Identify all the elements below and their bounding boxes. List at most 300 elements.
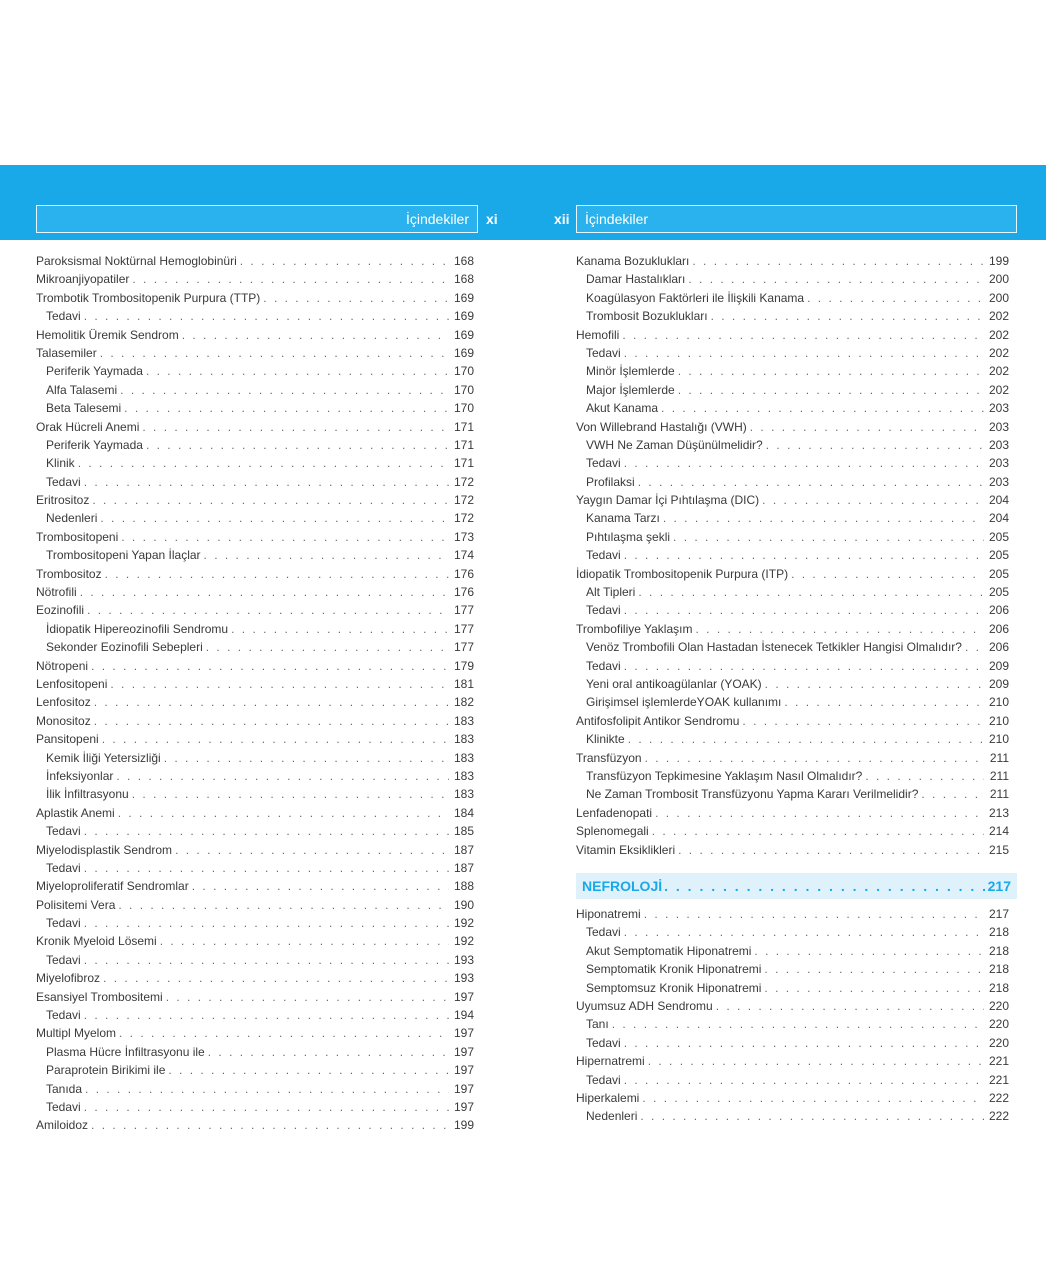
toc-leader-dots bbox=[711, 307, 984, 325]
toc-entry[interactable] bbox=[36, 804, 474, 822]
toc-entry[interactable] bbox=[576, 712, 1009, 730]
toc-entry-page: 218 bbox=[988, 962, 1009, 977]
toc-entry[interactable] bbox=[36, 583, 474, 601]
toc-entry-page: 194 bbox=[453, 1008, 474, 1023]
toc-entry[interactable] bbox=[576, 399, 1009, 417]
toc-entry-title: Hemofili bbox=[576, 327, 620, 342]
toc-leader-dots bbox=[638, 583, 984, 601]
toc-entry-title: Hemolitik Üremik Sendrom bbox=[36, 327, 179, 342]
toc-leader-dots bbox=[132, 270, 449, 288]
toc-entry-page: 205 bbox=[988, 566, 1009, 581]
toc-entry[interactable] bbox=[36, 638, 474, 656]
toc-entry[interactable] bbox=[36, 418, 474, 436]
toc-entry-page: 199 bbox=[988, 254, 1009, 268]
toc-entry[interactable] bbox=[576, 767, 1009, 785]
toc-entry-title: İdiopatik Hipereozinofili Sendromu bbox=[46, 621, 229, 636]
toc-leader-dots bbox=[645, 749, 984, 767]
toc-entry[interactable] bbox=[36, 749, 474, 767]
toc-entry-page: 218 bbox=[988, 943, 1009, 958]
toc-entry-title: Pansitopeni bbox=[36, 732, 99, 747]
toc-entry-title: Nötropeni bbox=[36, 658, 89, 673]
toc-entry-page: 214 bbox=[988, 824, 1009, 839]
toc-entry-page: 206 bbox=[988, 603, 1009, 618]
toc-entry[interactable] bbox=[576, 693, 1009, 711]
toc-entry[interactable] bbox=[576, 730, 1009, 748]
toc-entry-page: 202 bbox=[988, 382, 1009, 397]
toc-leader-dots bbox=[766, 436, 984, 454]
toc-entry-page: 192 bbox=[453, 916, 474, 931]
toc-leader-dots bbox=[78, 454, 449, 472]
toc-entry[interactable] bbox=[576, 381, 1009, 399]
toc-entry[interactable] bbox=[576, 841, 1009, 859]
toc-entry-title: Paraprotein Birikimi ile bbox=[46, 1063, 166, 1078]
toc-leader-dots bbox=[94, 712, 449, 730]
toc-entry-page: 183 bbox=[453, 768, 474, 783]
toc-entry-page: 169 bbox=[453, 345, 474, 360]
toc-entry-page: 210 bbox=[988, 732, 1009, 747]
toc-entry[interactable] bbox=[36, 877, 474, 895]
toc-entry[interactable] bbox=[36, 491, 474, 509]
toc-entry[interactable] bbox=[576, 289, 1009, 307]
toc-entry[interactable] bbox=[36, 914, 474, 932]
toc-entry-title: Tedavi bbox=[46, 860, 81, 875]
toc-entry[interactable] bbox=[36, 289, 474, 307]
toc-entry[interactable] bbox=[36, 1080, 474, 1098]
toc-entry[interactable] bbox=[36, 1116, 474, 1134]
toc-entry-page: 203 bbox=[988, 474, 1009, 489]
toc-entry[interactable] bbox=[576, 454, 1009, 472]
toc-entry[interactable] bbox=[36, 454, 474, 472]
toc-leader-dots bbox=[784, 693, 984, 711]
toc-leader-dots bbox=[648, 1052, 984, 1070]
toc-entry[interactable] bbox=[36, 546, 474, 564]
toc-entry[interactable] bbox=[576, 509, 1009, 527]
toc-entry-title: Trombositopeni bbox=[36, 529, 119, 544]
toc-leader-dots bbox=[87, 601, 449, 619]
toc-leader-dots bbox=[146, 436, 449, 454]
toc-leader-dots bbox=[240, 252, 449, 270]
toc-entry[interactable] bbox=[576, 923, 1009, 941]
toc-leader-dots bbox=[661, 399, 984, 417]
toc-leader-dots bbox=[655, 804, 984, 822]
toc-entry[interactable] bbox=[36, 1098, 474, 1116]
toc-entry-page: 187 bbox=[453, 842, 474, 857]
toc-entry-title: Lenfositoz bbox=[36, 695, 91, 710]
toc-entry-title: Nedenleri bbox=[46, 511, 98, 526]
right-toc-list bbox=[576, 252, 1009, 859]
toc-entry-title: Beta Talesemi bbox=[46, 401, 122, 416]
toc-leader-dots bbox=[84, 307, 449, 325]
toc-entry[interactable] bbox=[36, 381, 474, 399]
toc-entry[interactable] bbox=[36, 620, 474, 638]
toc-entry-title: Alfa Talasemi bbox=[46, 382, 118, 397]
toc-leader-dots bbox=[764, 979, 984, 997]
toc-entry-page: 174 bbox=[453, 548, 474, 563]
toc-entry-title: Nedenleri bbox=[586, 1109, 638, 1124]
toc-entry-title: Tedavi bbox=[586, 658, 621, 673]
toc-entry-title: Tedavi bbox=[586, 603, 621, 618]
toc-entry[interactable] bbox=[36, 767, 474, 785]
toc-entry-title: Semptomatik Kronik Hiponatremi bbox=[586, 962, 762, 977]
toc-leader-dots bbox=[166, 988, 449, 1006]
toc-entry-title: Lenfositopeni bbox=[36, 676, 108, 691]
toc-entry-page: 197 bbox=[453, 1081, 474, 1096]
toc-leader-dots bbox=[622, 326, 984, 344]
toc-entry[interactable] bbox=[36, 951, 474, 969]
toc-entry-page: 200 bbox=[988, 290, 1009, 305]
toc-entry[interactable] bbox=[36, 399, 474, 417]
toc-entry-title: Talasemiler bbox=[36, 345, 97, 360]
toc-entry[interactable] bbox=[576, 804, 1009, 822]
toc-entry[interactable] bbox=[576, 1089, 1009, 1107]
toc-leader-dots bbox=[84, 914, 449, 932]
toc-leader-dots bbox=[120, 381, 449, 399]
toc-entry-title: Periferik Yaymada bbox=[46, 364, 143, 379]
toc-entry[interactable] bbox=[576, 905, 1009, 923]
toc-entry[interactable] bbox=[36, 307, 474, 325]
toc-entry[interactable] bbox=[576, 620, 1009, 638]
toc-leader-dots bbox=[118, 804, 449, 822]
toc-entry-page: 169 bbox=[453, 327, 474, 342]
toc-leader-dots bbox=[80, 583, 449, 601]
toc-entry-title: Trombosit Bozuklukları bbox=[586, 309, 708, 324]
toc-entry-title: VWH Ne Zaman Düşünülmelidir? bbox=[586, 437, 763, 452]
toc-entry[interactable] bbox=[576, 270, 1009, 288]
toc-entry[interactable] bbox=[36, 932, 474, 950]
toc-entry[interactable] bbox=[36, 675, 474, 693]
toc-leader-dots bbox=[94, 693, 449, 711]
toc-entry-title: Aplastik Anemi bbox=[36, 805, 115, 820]
toc-entry[interactable] bbox=[36, 896, 474, 914]
toc-entry-page: 213 bbox=[988, 805, 1009, 820]
toc-entry[interactable] bbox=[576, 565, 1009, 583]
toc-leader-dots bbox=[678, 841, 984, 859]
toc-entry-page: 183 bbox=[453, 787, 474, 802]
right-running-header bbox=[576, 205, 1017, 233]
toc-entry-page: 171 bbox=[453, 437, 474, 452]
toc-entry[interactable] bbox=[576, 436, 1009, 454]
toc-entry[interactable] bbox=[36, 436, 474, 454]
left-toc-list bbox=[36, 252, 474, 1135]
toc-entry-title: İlik İnfiltrasyonu bbox=[46, 787, 129, 802]
toc-entry[interactable] bbox=[576, 1015, 1009, 1033]
toc-entry[interactable] bbox=[36, 509, 474, 527]
toc-entry-title: Ne Zaman Trombosit Transfüzyonu Yapma Kararı Verilmelidir? bbox=[586, 787, 919, 802]
toc-leader-dots bbox=[100, 509, 449, 527]
toc-entry[interactable] bbox=[36, 785, 474, 803]
toc-leader-dots bbox=[124, 399, 449, 417]
toc-entry[interactable] bbox=[576, 749, 1009, 767]
toc-entry[interactable] bbox=[36, 988, 474, 1006]
toc-entry-page: 183 bbox=[453, 750, 474, 765]
toc-leader-dots bbox=[642, 1089, 984, 1107]
toc-entry-page: 211 bbox=[989, 768, 1009, 783]
toc-leader-dots bbox=[673, 528, 984, 546]
toc-leader-dots bbox=[168, 1061, 449, 1079]
toc-leader-dots bbox=[965, 638, 984, 656]
toc-entry-page: 220 bbox=[988, 1035, 1009, 1050]
toc-entry[interactable] bbox=[36, 270, 474, 288]
toc-entry-title: Damar Hastalıkları bbox=[586, 272, 686, 287]
toc-entry-page: 176 bbox=[453, 585, 474, 600]
toc-leader-dots bbox=[678, 381, 984, 399]
toc-entry[interactable] bbox=[36, 730, 474, 748]
toc-entry-page: 197 bbox=[453, 989, 474, 1004]
toc-entry-title: Kronik Myeloid Lösemi bbox=[36, 934, 157, 949]
toc-leader-dots bbox=[624, 546, 984, 564]
toc-entry[interactable] bbox=[36, 473, 474, 491]
toc-entry-page: 209 bbox=[988, 658, 1009, 673]
toc-entry[interactable] bbox=[36, 565, 474, 583]
toc-entry[interactable] bbox=[576, 960, 1009, 978]
toc-entry[interactable] bbox=[36, 601, 474, 619]
toc-entry-title: Polisitemi Vera bbox=[36, 897, 116, 912]
toc-entry[interactable] bbox=[576, 601, 1009, 619]
right-toc-column bbox=[576, 252, 1009, 859]
toc-entry[interactable] bbox=[576, 1107, 1009, 1125]
toc-leader-dots bbox=[103, 969, 449, 987]
toc-entry-title: Paroksismal Noktürnal Hemoglobinüri bbox=[36, 254, 237, 268]
toc-entry[interactable] bbox=[36, 528, 474, 546]
toc-leader-dots bbox=[742, 712, 984, 730]
toc-leader-dots bbox=[663, 509, 984, 527]
right-toc-column-nefroloji bbox=[576, 905, 1009, 1126]
right-header-title: İçindekiler bbox=[585, 211, 649, 227]
toc-entry[interactable] bbox=[576, 1034, 1009, 1052]
toc-entry-page: 210 bbox=[988, 695, 1009, 710]
toc-entry[interactable] bbox=[36, 822, 474, 840]
toc-entry-title: Hipernatremi bbox=[576, 1054, 645, 1069]
toc-leader-dots bbox=[612, 1015, 984, 1033]
toc-leader-dots bbox=[206, 638, 449, 656]
toc-entry[interactable] bbox=[576, 822, 1009, 840]
toc-entry-page: 204 bbox=[988, 493, 1009, 508]
toc-entry[interactable] bbox=[36, 252, 474, 270]
toc-entry[interactable] bbox=[36, 859, 474, 877]
toc-entry-page: 203 bbox=[988, 456, 1009, 471]
left-toc-column bbox=[36, 252, 474, 1135]
toc-leader-dots bbox=[84, 1098, 449, 1116]
toc-leader-dots bbox=[695, 620, 984, 638]
toc-entry[interactable] bbox=[576, 979, 1009, 997]
toc-entry-page: 205 bbox=[988, 585, 1009, 600]
toc-entry-page: 202 bbox=[988, 364, 1009, 379]
toc-entry[interactable] bbox=[576, 675, 1009, 693]
toc-leader-dots bbox=[640, 1107, 984, 1125]
toc-entry-title: Von Willebrand Hastalığı (VWH) bbox=[576, 419, 747, 434]
toc-entry-title: Orak Hücreli Anemi bbox=[36, 419, 140, 434]
toc-entry-page: 190 bbox=[453, 897, 474, 912]
section-page: 217 bbox=[987, 878, 1011, 894]
toc-entry-page: 197 bbox=[453, 1099, 474, 1114]
section-leader-dots bbox=[664, 878, 986, 894]
toc-entry-page: 197 bbox=[453, 1026, 474, 1041]
toc-entry[interactable] bbox=[36, 712, 474, 730]
section-heading-nefroloji[interactable] bbox=[576, 873, 1017, 899]
toc-entry-page: 170 bbox=[453, 364, 474, 379]
toc-entry[interactable] bbox=[576, 491, 1009, 509]
toc-entry-title: Periferik Yaymada bbox=[46, 437, 143, 452]
toc-entry-title: Tedavi bbox=[586, 1072, 621, 1087]
toc-entry[interactable] bbox=[36, 326, 474, 344]
toc-entry[interactable] bbox=[576, 307, 1009, 325]
toc-entry[interactable] bbox=[36, 1043, 474, 1061]
toc-entry-page: 206 bbox=[988, 621, 1009, 636]
toc-entry[interactable] bbox=[576, 942, 1009, 960]
toc-entry-page: 203 bbox=[988, 401, 1009, 416]
toc-entry-page: 182 bbox=[453, 695, 474, 710]
toc-leader-dots bbox=[791, 565, 984, 583]
toc-entry-page: 222 bbox=[988, 1109, 1009, 1124]
toc-entry-page: 197 bbox=[453, 1063, 474, 1078]
toc-entry[interactable] bbox=[576, 785, 1009, 803]
toc-entry-title: Tedavi bbox=[586, 925, 621, 940]
toc-entry[interactable] bbox=[36, 657, 474, 675]
toc-entry[interactable] bbox=[576, 252, 1009, 270]
toc-leader-dots bbox=[231, 620, 449, 638]
toc-entry-page: 170 bbox=[453, 382, 474, 397]
toc-entry[interactable] bbox=[36, 1006, 474, 1024]
toc-entry[interactable] bbox=[36, 969, 474, 987]
toc-entry[interactable] bbox=[36, 362, 474, 380]
toc-leader-dots bbox=[624, 1071, 984, 1089]
toc-entry-title: Klinik bbox=[46, 456, 75, 471]
toc-entry[interactable] bbox=[36, 693, 474, 711]
toc-entry-title: Hiperkalemi bbox=[576, 1090, 640, 1105]
toc-leader-dots bbox=[85, 1080, 449, 1098]
toc-entry-title: Multipl Myelom bbox=[36, 1026, 117, 1041]
toc-entry[interactable] bbox=[576, 344, 1009, 362]
toc-entry-title: Tedavi bbox=[586, 456, 621, 471]
toc-entry-page: 181 bbox=[453, 676, 474, 691]
toc-entry-page: 218 bbox=[988, 980, 1009, 995]
toc-entry[interactable] bbox=[576, 657, 1009, 675]
toc-entry-title: Transfüzyon bbox=[576, 750, 642, 765]
toc-entry[interactable] bbox=[36, 1024, 474, 1042]
toc-leader-dots bbox=[164, 749, 449, 767]
toc-entry-title: İnfeksiyonlar bbox=[46, 768, 114, 783]
toc-entry-title: Tedavi bbox=[586, 345, 621, 360]
left-header-title: İçindekiler bbox=[405, 211, 469, 227]
toc-entry-title: Yeni oral antikoagülanlar (YOAK) bbox=[586, 676, 762, 691]
toc-leader-dots bbox=[624, 601, 984, 619]
right-page-number: xii bbox=[554, 211, 570, 227]
toc-entry-page: 211 bbox=[989, 750, 1009, 765]
toc-entry-page: 221 bbox=[988, 1072, 1009, 1087]
toc-entry-title: Yaygın Damar İçi Pıhtılaşma (DIC) bbox=[576, 493, 760, 508]
toc-entry[interactable] bbox=[36, 841, 474, 859]
toc-entry-page: 192 bbox=[453, 934, 474, 949]
toc-entry-title: Esansiyel Trombositemi bbox=[36, 989, 163, 1004]
toc-entry-title: Eozinofili bbox=[36, 603, 85, 618]
toc-entry-page: 168 bbox=[453, 254, 474, 268]
toc-entry[interactable] bbox=[576, 638, 1009, 656]
toc-entry-page: 215 bbox=[988, 842, 1009, 857]
toc-leader-dots bbox=[624, 1034, 984, 1052]
toc-entry[interactable] bbox=[576, 997, 1009, 1015]
toc-leader-dots bbox=[84, 473, 449, 491]
toc-entry-page: 202 bbox=[988, 345, 1009, 360]
toc-leader-dots bbox=[92, 491, 449, 509]
toc-entry[interactable] bbox=[576, 1052, 1009, 1070]
toc-leader-dots bbox=[644, 905, 984, 923]
toc-entry[interactable] bbox=[576, 1071, 1009, 1089]
toc-entry[interactable] bbox=[576, 418, 1009, 436]
toc-entry-page: 176 bbox=[453, 566, 474, 581]
toc-entry-page: 220 bbox=[988, 998, 1009, 1013]
toc-entry-page: 170 bbox=[453, 401, 474, 416]
nefroloji-toc-list bbox=[576, 905, 1009, 1126]
toc-entry-title: Sekonder Eozinofili Sebepleri bbox=[46, 640, 203, 655]
toc-entry-page: 172 bbox=[453, 474, 474, 489]
toc-entry-page: 185 bbox=[453, 824, 474, 839]
toc-leader-dots bbox=[638, 473, 984, 491]
toc-entry-title: Miyelofibroz bbox=[36, 971, 101, 986]
left-running-header bbox=[36, 205, 478, 233]
toc-leader-dots bbox=[716, 997, 984, 1015]
toc-entry-title: Tedavi bbox=[46, 824, 81, 839]
toc-leader-dots bbox=[762, 491, 984, 509]
toc-entry-page: 187 bbox=[453, 860, 474, 875]
toc-entry[interactable] bbox=[36, 1061, 474, 1079]
toc-entry-page: 172 bbox=[453, 493, 474, 508]
toc-entry-page: 202 bbox=[988, 309, 1009, 324]
toc-leader-dots bbox=[84, 822, 449, 840]
toc-leader-dots bbox=[921, 785, 984, 803]
toc-entry[interactable] bbox=[576, 546, 1009, 564]
toc-leader-dots bbox=[208, 1043, 449, 1061]
toc-leader-dots bbox=[110, 675, 449, 693]
toc-leader-dots bbox=[624, 344, 984, 362]
toc-entry-page: 177 bbox=[453, 603, 474, 618]
toc-entry-title: Tedavi bbox=[46, 1099, 81, 1114]
toc-entry-title: Kemik İliği Yetersizliği bbox=[46, 750, 161, 765]
toc-entry-page: 168 bbox=[453, 272, 474, 287]
toc-leader-dots bbox=[652, 822, 984, 840]
toc-leader-dots bbox=[91, 1116, 449, 1134]
toc-entry-page: 172 bbox=[453, 511, 474, 526]
toc-entry-page: 177 bbox=[453, 640, 474, 655]
toc-entry-page: 202 bbox=[988, 327, 1009, 342]
toc-entry-title: Lenfadenopati bbox=[576, 805, 653, 820]
toc-entry-page: 206 bbox=[988, 640, 1009, 655]
toc-entry[interactable] bbox=[576, 583, 1009, 601]
toc-entry-title: Alt Tipleri bbox=[586, 585, 636, 600]
toc-entry[interactable] bbox=[576, 362, 1009, 380]
toc-leader-dots bbox=[624, 454, 984, 472]
toc-leader-dots bbox=[807, 289, 984, 307]
toc-leader-dots bbox=[192, 877, 449, 895]
toc-entry[interactable] bbox=[576, 528, 1009, 546]
toc-leader-dots bbox=[764, 960, 984, 978]
toc-entry-title: Eritrositoz bbox=[36, 493, 90, 508]
toc-entry-title: Tedavi bbox=[586, 548, 621, 563]
toc-entry-title: Klinikte bbox=[586, 732, 625, 747]
toc-leader-dots bbox=[84, 951, 449, 969]
toc-entry[interactable] bbox=[36, 344, 474, 362]
toc-entry-page: 205 bbox=[988, 529, 1009, 544]
toc-entry-page: 209 bbox=[988, 676, 1009, 691]
toc-entry-page: 203 bbox=[988, 419, 1009, 434]
toc-entry-title: Tanı bbox=[586, 1017, 609, 1032]
section-title: NEFROLOJİ bbox=[582, 878, 663, 894]
toc-entry-title: Tedavi bbox=[46, 916, 81, 931]
toc-entry[interactable] bbox=[576, 326, 1009, 344]
toc-entry-page: 171 bbox=[453, 419, 474, 434]
toc-leader-dots bbox=[624, 657, 984, 675]
toc-leader-dots bbox=[678, 362, 984, 380]
toc-entry[interactable] bbox=[576, 473, 1009, 491]
